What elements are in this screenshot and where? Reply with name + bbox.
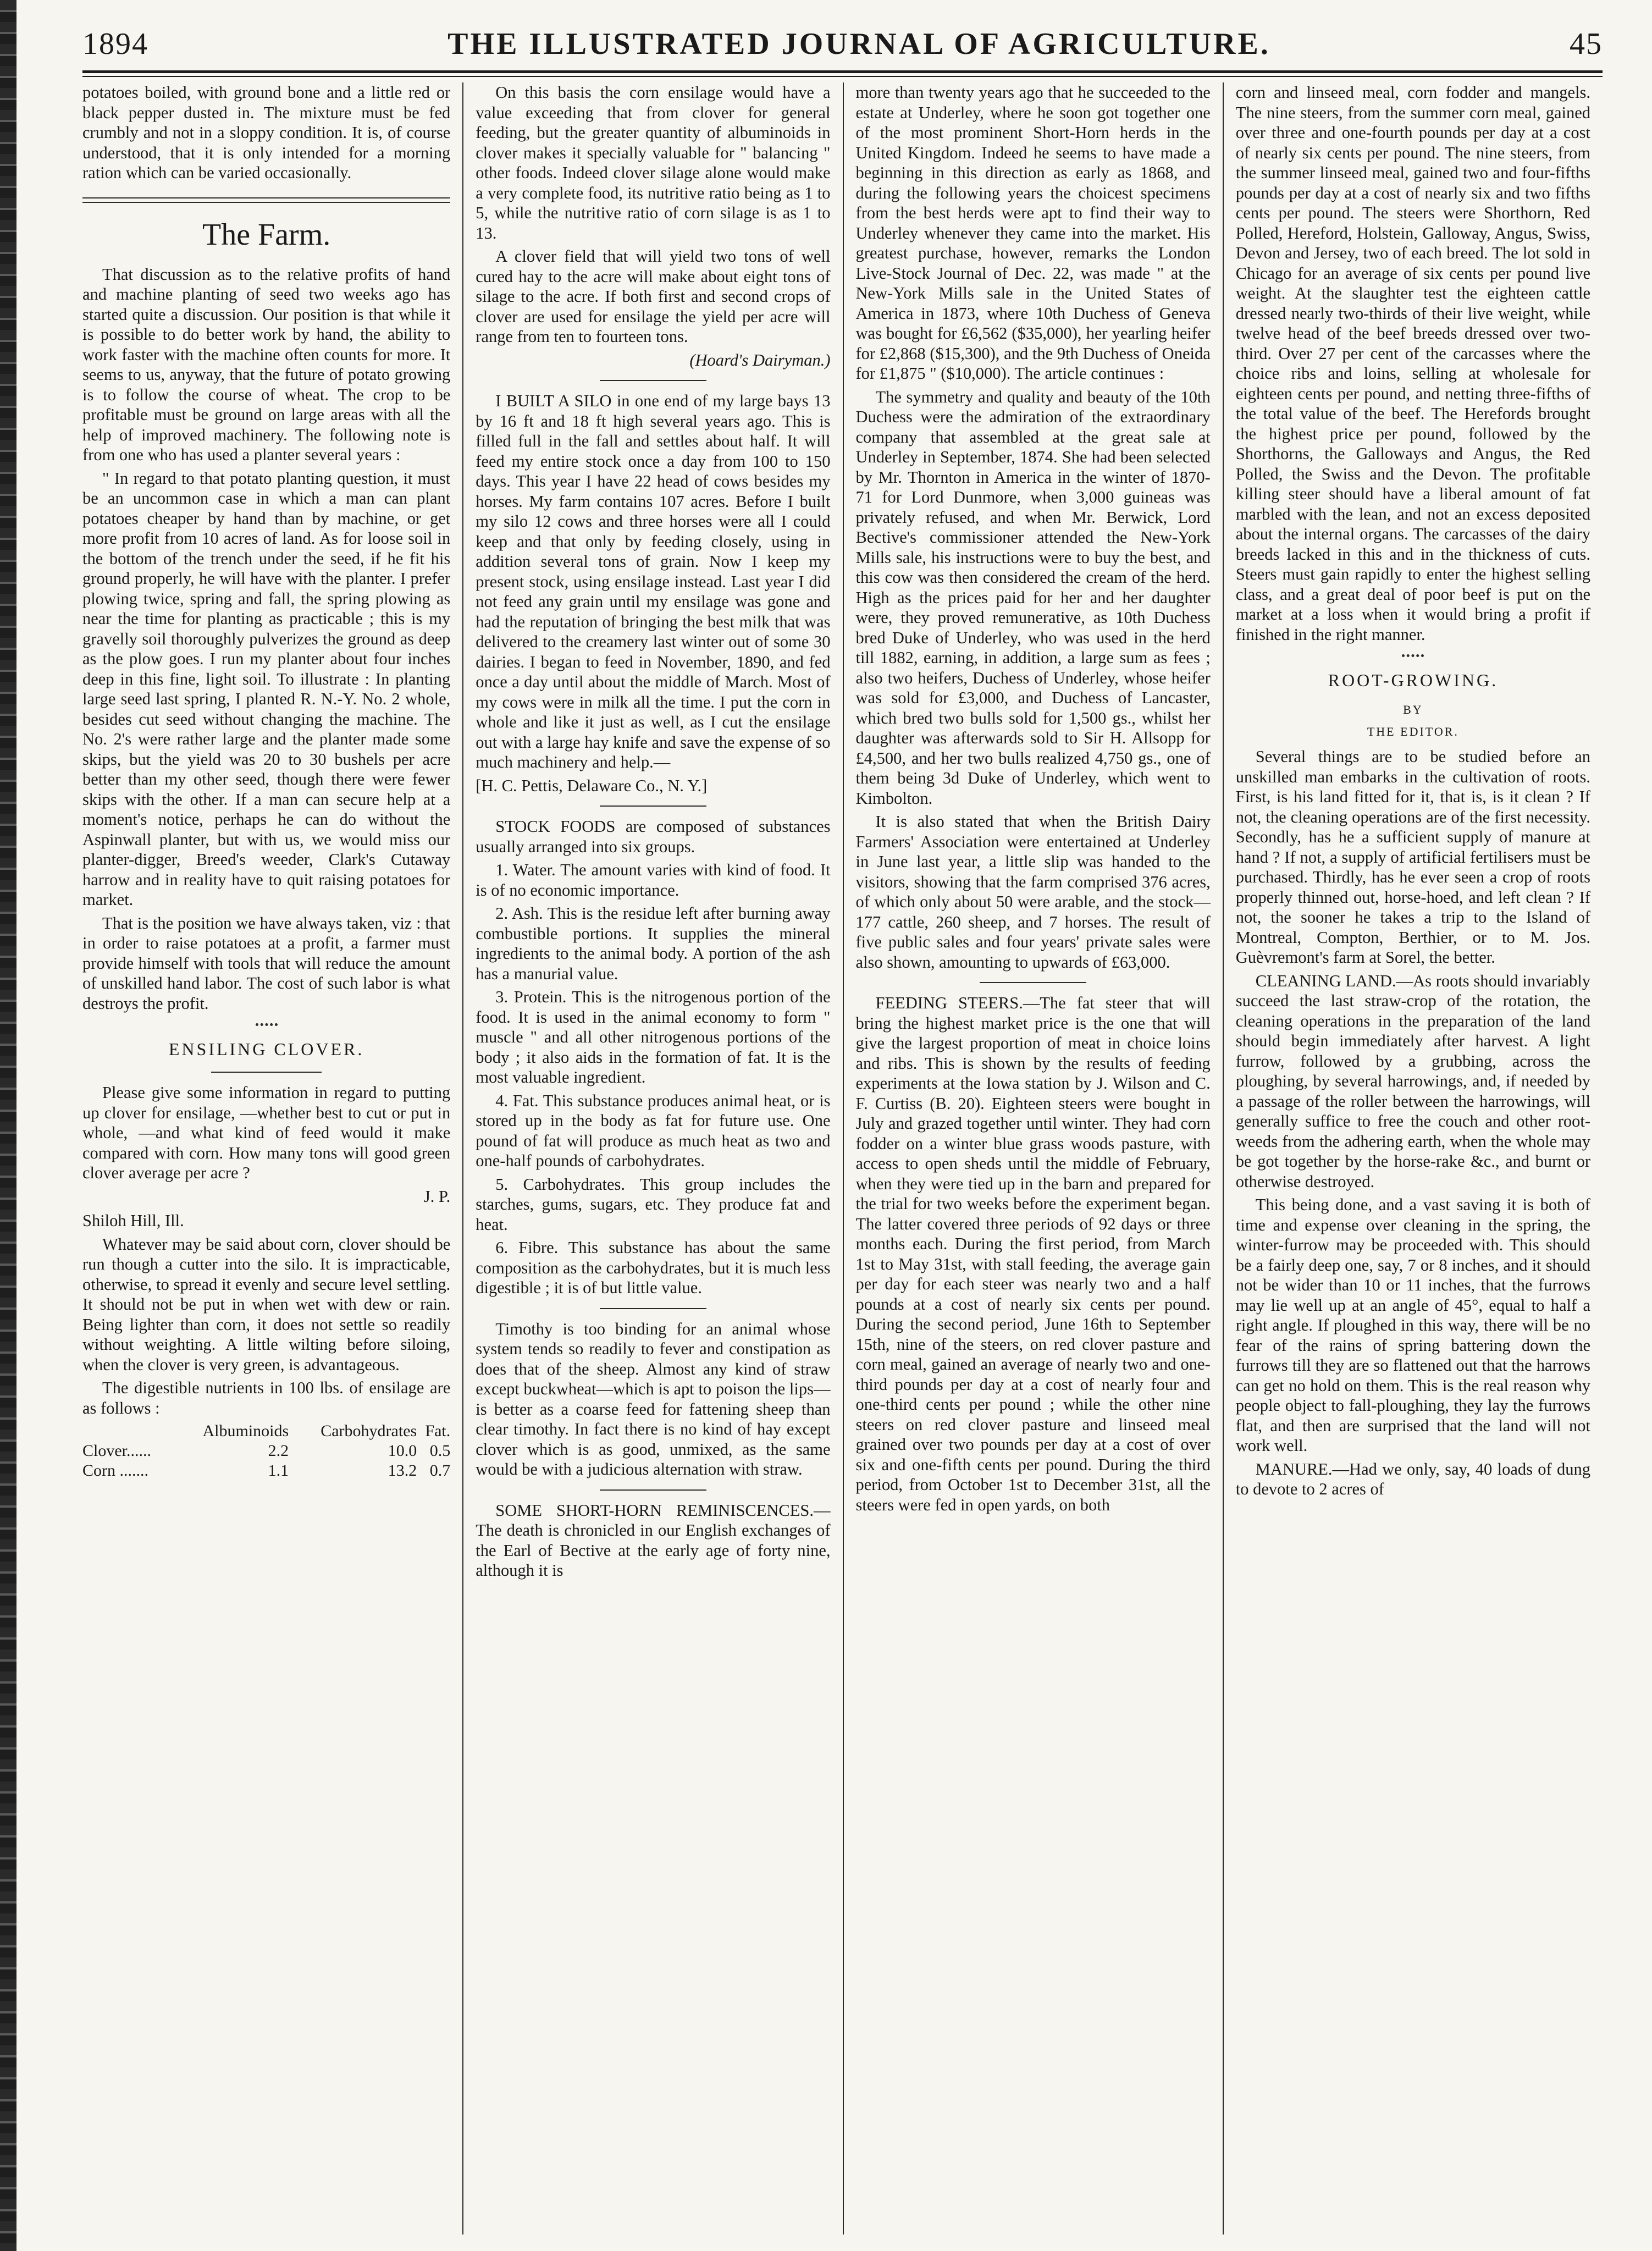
table-row (82, 1441, 450, 1461)
paragraph: corn and linseed meal, corn fodder and mangels. The nine steers, from the summer corn meal, gained over three and one-fourth pounds per day at a cost of nearly six cents per pound. The nine steers, from the summer linseed meal, gained two and four-fifths pounds per day at a cost of nearly six and two fifths cents per pound. The steers were Shorthorn, Red Polled, Hereford, Holstein, Galloway, Angus, Swiss, Devon and Jersey, two of each breed. The lot sold in Chicago for an average of six cents per pound live weight. At the slaughter test the eighteen cattle dressed nearly two-thirds of their live weight, while twelve head of the beef breeds dressed over two-third. Over 27 per cent of the carcasses where the choice ribs and loins, selling at wholesale for eighteen cents per pound, and netting three-fifths of the total value of the beef. The Herefords brought the highest price per pound, followed by the Shorthorns, the Galloways and Angus, the Red Polled, the Swiss and the Devon. The profitable killing steer should have a liberal amount of fat marbled with the lean, and not an excess deposited about the internal organs. The carcasses of the dairy breeds lacked in this and in the thickness of cuts. Steers must gain rapidly to enter the highest selling class, and a great deal of poor beef is put on the market at a loss when it would bring a profit if finished in the right manner. (1235, 83, 1590, 644)
header-year: 1894 (82, 27, 148, 61)
short-rule (600, 1489, 706, 1491)
table-cell: Clover...... (82, 1442, 151, 1460)
paragraph: 1. Water. The amount varies with kind of food. It is of no economic importance. (476, 860, 831, 900)
short-rule (600, 380, 706, 381)
table-cell: 0.7 (429, 1461, 451, 1480)
header-rule (82, 70, 1603, 73)
section-divider (82, 197, 450, 203)
paragraph: That is the position we have always taken, viz : that in order to raise potatoes at a profit, a farmer must provide himself with tools that will reduce the amount of unskilled hand labor. The cost of such labor is what destroys the profit. (82, 913, 451, 1013)
column-2 (462, 82, 842, 2235)
paragraph: The symmetry and quality and beauty of the 10th Duchess were the admiration of the extraordinary company that assembled at the great sale at Underley in September, 1874. She had been selected by Mr. Thornton in America in the winter of 1870-71 for Lord Dunmore, when 3,000 guineas was privately refused, and when Mr. Berwick, Lord Bective's commissioner attended the New-York Mills sale, his instructions were to buy the best, and this cow was then considered the cream of the herd. High as the prices paid for her and her daughter were, they proved remunerative, as 10th Duchess bred Duke of Underley, who was used in the herd till 1882, earning, in addition, a large sum as fees ; also two heifers, Duchess of Underley, whose heifer was sold for £3,000, and Duchess of Lancaster, which bred two bulls sold for 1,500 gs., whilst her daughter was afterwards sold to Sir H. Allsopp for £4,500, and her two bulls realized 4,750 gs., one of them being 3d Duke of Underley, which went to Kimbolton. (855, 387, 1211, 808)
table-cell: 13.2 (388, 1461, 417, 1480)
page-number: 45 (1569, 27, 1603, 61)
paragraph: A clover field that will yield two tons of well cured hay to the acre will make about eight tons of silage to the acre. If both first and second crops of clover are used for ensilage the yield per acre will range from ten to fourteen tons. (476, 247, 831, 346)
short-rule (211, 1072, 322, 1073)
table-header: Albuminoids (202, 1422, 289, 1440)
table-cell: Corn ....... (82, 1461, 148, 1480)
table-cell: 2.2 (268, 1442, 289, 1460)
paragraph: 2. Ash. This is the residue left after burning away combustible portions. It supplies the mineral ingredients to the animal body. A portion of the ash has a manurial value. (476, 904, 831, 983)
paragraph: CLEANING LAND.—As roots should invariably succeed the last straw-crop of the rotation, the cleaning operations in the preparation of the land should begin immediately after harvest. A light furrow, followed by a grubbing, across the ploughing, by several harrowings, and, if needed by a passage of the roller between the harrowings, will generally suffice to free the couch and other root-weeds from the adhering earth, when the whole may be got together by the horse-rake &c., and burnt or otherwise destroyed. (1235, 971, 1590, 1191)
ornament-divider (1402, 654, 1424, 660)
paragraph: On this basis the corn ensilage would have a value exceeding that from clover for general feeding, but the greater quantity of albuminoids in clover makes it specially valuable for " balancing " other foods. Indeed clover silage alone would make a very complete food, its nutritive ratio being as 1 to 5, while the nutritive ratio of corn silage is as 1 to 13. (476, 83, 831, 242)
table-header: Fat. (425, 1422, 451, 1440)
section-title: ENSILING CLOVER. (168, 1039, 364, 1059)
table-cell: 10.0 (388, 1442, 417, 1460)
ornament-divider (256, 1023, 278, 1029)
short-rule (980, 982, 1086, 983)
section-title: The Farm. (202, 217, 331, 252)
column-3 (843, 82, 1223, 2235)
paragraph: Several things are to be studied before an unskilled man embarks in the cultivation of roots. First, is his land fitted for it, that is, is it clean ? If not, the cleaning operations are of the first necessity. Secondly, has he a sufficient supply of manure at hand ? If not, a supply of artificial fertilisers must be purchased. Thirdly, has he ever seen a crop of roots properly thinned out, horse-hoed, and left clean ? If not, the sooner he takes a trip to the Island of Montreal, Compton, Berthier, or to M. Jos. Guèvremont's farm at Sorel, the better. (1235, 747, 1590, 967)
source-credit: (Hoard's Dairyman.) (689, 350, 831, 369)
paragraph: That discussion as to the relative profits of hand and machine planting of seed two weeks ago has started quite a discussion. Our position is that while it is possible to do better work by hand, the ability to work faster with the machine often counts for more. It seems to us, anyway, that the future of potato growing is to follow the course of wheat. The crop to be profitable must be ground on large areas with all the help of improved machinery. The following note is from one who has used a planter several years : (82, 264, 451, 464)
paragraph: It is also stated that when the British Dairy Farmers' Association were entertained at Underley in June last year, a little slip was handed to the visitors, showing that the farm comprised 376 acres, of which only about 50 were arable, and the stock—177 cattle, 260 sheep, and 7 horses. The result of five public sales and four years' private sales were also shown, amounting to upwards of £63,000. (855, 812, 1211, 972)
paragraph: potatoes boiled, with ground bone and a little red or black pepper dusted in. The mixture must be fed crumbly and not in a sloppy condition. It is, of course understood, that it is only intended for a morning ration which can be varied occasionally. (82, 83, 451, 182)
paragraph: 4. Fat. This substance produces animal heat, or is stored up in the body as fat for future use. One pound of fat will produce as much heat as two and one-half pounds of carbohydrates. (476, 1091, 831, 1170)
byline-author: THE EDITOR. (1367, 725, 1459, 738)
paragraph: Please give some information in regard to putting up clover for ensilage, —whether best to cut or put in whole, —and what kind of feed would it make compared with corn. How many tons will good green clover average per acre ? (82, 1083, 451, 1182)
section-title: ROOT-GROWING. (1328, 670, 1499, 690)
paragraph: " In regard to that potato planting question, it must be an uncommon case in which a man can plant potatoes cheaper by hand than by machine, or get more profit from 10 acres of land. As for loose soil in the bottom of the trench under the seed, if he fit his ground properly, he will have with the planter. I prefer plowing twice, spring and fall, the spring plowing as near the time for planting as practicable ; this is my gravelly soil thoroughly pulverizes the ground as deep as the plow goes. I run my planter about four inches deep in this fine, light soil. To illustrate : In planting large seed last spring, I planted R. N.-Y. No. 2 whole, besides cut seed without changing the machine. The No. 2's were rather large and the planter made some skips, but the yield was 20 to 30 bushels per acre better than my other seed, though there were fewer skips with the other. If a man can secure help at a moment's notice, perhaps he can do without the Aspinwall planter, but with us, we would miss our planter-digger, Breed's weeder, Clark's Cutaway harrow and in reality have to quit raising potatoes for market. (82, 468, 451, 909)
paragraph: more than twenty years ago that he succeeded to the estate at Underley, where he soon got together one of the most prominent Short-Horn herds in the United Kingdom. Indeed he seems to have made a beginning in this direction as early as 1868, and during the following years the choicest specimens from the best herds were apt to find their way to Underley whenever they came into the market. His greatest purchase, however, remarks the London Live-Stock Journal of Dec. 22, was made " at the New-York Mills sale in the United States of America in 1873, where 10th Duchess of Geneva was bought for £6,562 ($35,000), her yearling heifer for £2,868 ($15,300), and the 9th Duchess of Oneida for £1,875 " ($10,000). The article continues : (855, 83, 1211, 383)
short-rule (600, 1308, 706, 1309)
table-header-row (82, 1421, 450, 1441)
table-row (82, 1461, 450, 1481)
source-credit: [H. C. Pettis, Delaware Co., N. Y.] (476, 776, 708, 795)
paragraph: SOME SHORT-HORN REMINISCENCES.— The death is chronicled in our English exchanges of the Earl of Bective at the early age of forty nine, although it is (476, 1500, 831, 1580)
column-4 (1223, 82, 1603, 2235)
place-line: Shiloh Hill, Ill. (82, 1211, 184, 1230)
paragraph: FEEDING STEERS.—The fat steer that will bring the highest market price is the one that will give the largest proportion of meat in choice loins and ribs. This is shown by the results of feeding experiments at the Iowa station by J. Wilson and C. F. Curtiss (B. 20). Eighteen steers were bought in July and grazed together until winter. They had corn fodder on a winter blue grass woods pasture, with access to open sheds until the middle of February, when they were tied up in the barn and prepared for the trial for two weeks before the experiment began. The latter covered three periods of 92 days or three months each. During the first period, from March 1st to May 31st, with stall feeding, the average gain per day for each steer was nearly two and a half pounds at a cost of nearly six cents per pound. During the second period, June 16th to September 15th, nine of the steers, on red clover pasture and corn meal, gained an average of nearly two and one-third pounds per day at a cost of nearly four and one-third cents per pound ; while the other nine steers on red clover pasture and linseed meal grained over two pounds per day at a cost of over six and one-fifth cents per pound. During the third period, from October 1st to December 31st, all the steers were fed in open yards, on both (855, 994, 1211, 1514)
short-rule (600, 805, 706, 807)
byline-by: BY (1403, 703, 1423, 716)
paragraph: STOCK FOODS are composed of substances usually arranged into six groups. (476, 817, 831, 856)
table-cell (82, 1421, 174, 1441)
paragraph: 3. Protein. This is the nitrogenous portion of the food. It is used in the animal economy to form " muscle " and all other nitrogenous portions of the body ; it also aids in the formation of fat. It is the most valuable ingredient. (476, 987, 831, 1086)
signature: J. P. (423, 1187, 451, 1206)
paragraph: I BUILT A SILO in one end of my large bays 13 by 16 ft and 18 ft high several years ago. This is filled full in the fall and settles about half. It will feed my entire stock once a day from 100 to 150 days. This year I have 22 head of cows besides my horses. My farm contains 107 acres. Before I built my silo 12 cows and three horses were all I could keep and that only by feeding closely, using in addition several tons of grain. Now I keep my present stock, using ensilage instead. Last year I did not feed any grain until my ensilage was gone and had the reputation of bringing the best milk that was delivered to the creamery last winter out of some 30 dairies. I began to feed in November, 1890, and fed once a day until about the middle of March. Most of my cows were in milk all the time. I put the corn in whole and like it just as well, as I cut the ensilage out with a large hay knife and save the expense of so much machinery and help.— (476, 391, 831, 771)
paragraph: This being done, and a vast saving it is both of time and expense over cleaning in the spring, the winter-furrow may be proceeded with. This should be a fairly deep one, say, 7 or 8 inches, and it should not be wider than 10 or 11 inches, that the furrows may lie well up at an angle of 45°, equal to half a right angle. If ploughed in this way, there will be no fear of the rains of spring battering down the furrows till they are so flattened out that the harrows can get no hold on them. This is the real reason why people object to fall-ploughing, they lay the furrows flat, and then are surprised that the land will not work well. (1235, 1195, 1590, 1455)
paragraph: 6. Fibre. This substance has about the same composition as the carbohydrates, but it is much less digestible ; it is of but little value. (476, 1238, 831, 1297)
table-cell: 1.1 (268, 1461, 289, 1480)
columns (82, 82, 1603, 2235)
paragraph: 5. Carbohydrates. This group includes the starches, gums, sugars, etc. They produce fat and heat. (476, 1174, 831, 1234)
binding-edge (0, 0, 16, 2251)
paragraph: Whatever may be said about corn, clover should be run though a cutter into the silo. It is impracticable, otherwise, to spread it evenly and secure level settling. It should not be put in when wet with dew or rain. Being lighter than corn, it does not settle so readily without weighting. A little wilting before siloing, when the clover is very green, is advantageous. (82, 1234, 451, 1374)
paragraph: MANURE.—Had we only, say, 40 loads of dung to devote to 2 acres of (1235, 1459, 1590, 1498)
page-header (82, 22, 1603, 66)
column-1 (82, 82, 462, 2235)
paragraph: Timothy is too binding for an animal whose system tends so readily to fever and constipation as does that of the sheep. Almost any kind of straw except buckwheat—which is apt to poison the lips—is better as a coarse feed for fattening sheep than clear timothy. In fact there is no kind of hay except clover which is as good, unmixed, as the same would be with a judicious alternation with straw. (476, 1319, 831, 1478)
header-rule-thin (82, 76, 1603, 77)
table-header: Carbohydrates (321, 1422, 417, 1440)
table-cell: 0.5 (429, 1442, 451, 1460)
paragraph: The digestible nutrients in 100 lbs. of ensilage are as follows : (82, 1378, 451, 1417)
nutrients-table (82, 1421, 450, 1481)
journal-title: THE ILLUSTRATED JOURNAL OF AGRICULTURE. (447, 27, 1270, 61)
